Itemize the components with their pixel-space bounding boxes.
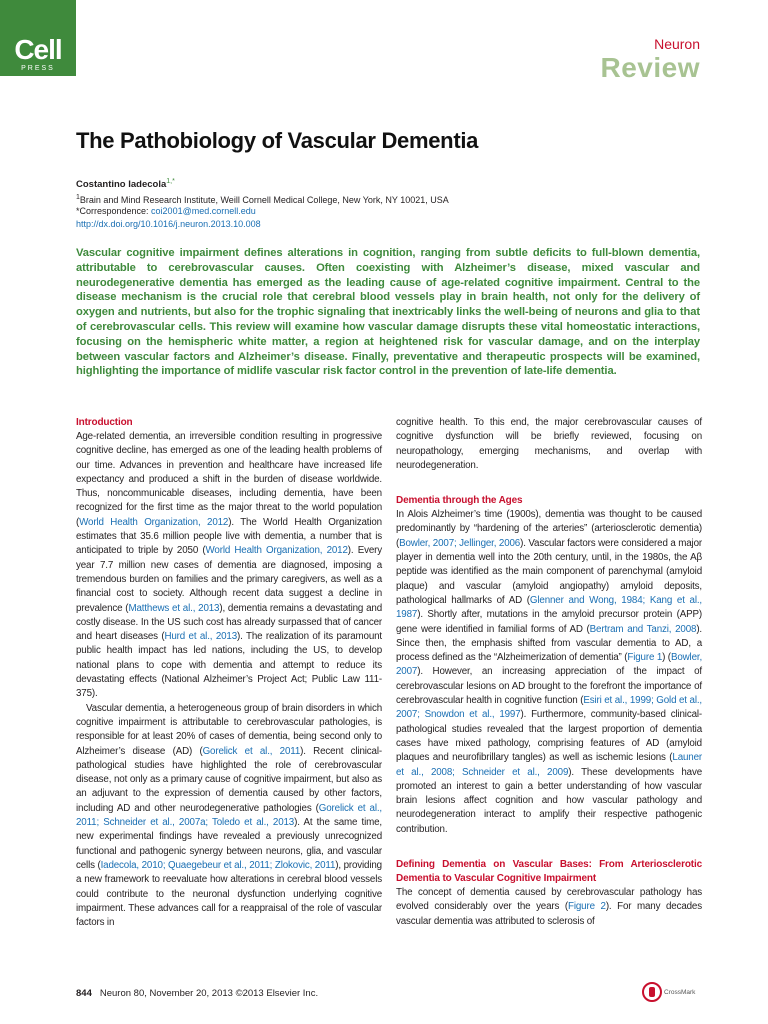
body-paragraph: The concept of dementia caused by cerebrovascular pathology has evolved considerably over the years (Figure 2). For many decades vascular dementia was attributed to sclerosis of [396, 887, 702, 927]
section-heading: Defining Dementia on Vascular Bases: From Arteriosclerotic Dementia to Vascular Cognitive Impairment [396, 859, 702, 885]
email-link[interactable]: coi2001@med.cornell.edu [151, 206, 256, 216]
page-footer [76, 988, 318, 999]
affiliation-text: Brain and Mind Research Institute, Weill Cornell Medical College, New York, NY 10021, USA [79, 195, 449, 205]
author-name: Costantino Iadecola [76, 179, 167, 191]
right-column [396, 416, 702, 929]
citation-link[interactable]: Matthews et al., 2013 [128, 602, 220, 614]
citation-link[interactable]: Bertram and Tanzi, 2008 [589, 623, 697, 635]
citation-link[interactable]: World Health Organization, 2012 [205, 545, 348, 557]
citation-link[interactable]: Esiri et al., 1999; Gold et al., 2007; Snowdon et al., 1997 [396, 695, 702, 721]
body-paragraph: Age-related dementia, an irreversible condition resulting in progressive cognitive decline, has emerged as one of the leading health problems of our time. Advances in prevention and healthcare have increased life expectancy and produced a shift in the burden of disease worldwide. Thus, noncommunicable diseases, including dementia, have been recognized for the first time as the major threat to the world population (World Health Organization, 2012). The World Health Organization estimates that 35.6 million people live with dementia, a number that is anticipated to triple by 2050 (World Health Organization, 2012). Every year 7.7 million new cases of dementia are diagnosed, imposing a tremendous burden on families and the primary caregivers, as well as a financial cost to society. Although recent data suggest a decline in prevalence (Matthews et al., 2013), dementia remains a devastating and costly disease. In the US such cost has already surpassed that of cancer and heart diseases (Hurd et al., 2013). The realization of its paramount public health impact has led nations, including the US, to develop national plans to cope with dementia and attempt to reduce its devastating effects (National Alzheimer’s Project Act; Public Law 111-375). [76, 431, 382, 700]
left-column [76, 416, 382, 930]
abstract: Vascular cognitive impairment defines alterations in cognition, ranging from subtle deficits to full-blown dementia, attributable to cerebrovascular causes. Often coexisting with Alzheimer’s disease, mixed vascular and neurodegenerative dementia has emerged as the leading cause of age-related cognitive impairment. Central to the disease mechanism is the crucial role that cerebral blood vessels play in brain health, not only for the delivery of oxygen and nutrients, but also for the trophic signaling that inextricably links the well-being of neurons and glia to that of cerebrovascular cells. This review will examine how vascular damage disrupts these vital homeostatic interactions, focusing on the hemispheric white matter, a region at heightened risk for vascular damage, and on the interplay between vascular factors and Alzheimer’s disease. Finally, preventative and therapeutic prospects will be examined, highlighting the importance of midlife vascular risk factor control in the prevention of late-life dementia. [76, 247, 700, 378]
section-heading: Dementia through the Ages [396, 495, 523, 507]
crossmark-badge[interactable] [642, 982, 702, 1004]
citation-link[interactable]: Bowler, 2007; Jellinger, 2006 [399, 537, 521, 549]
author-superscript: 1,* [166, 178, 175, 185]
cell-press-logo [0, 0, 76, 76]
doi-line [76, 218, 261, 230]
author-line [76, 178, 175, 190]
citation-link[interactable]: Figure 2 [568, 901, 606, 913]
citation-link[interactable]: Gorelick et al., 2011; Schneider et al., 2007a; Toledo et al., 2013 [76, 802, 382, 829]
doi-link[interactable]: http://dx.doi.org/10.1016/j.neuron.2013.10.008 [76, 219, 261, 229]
citation-link[interactable]: Iadecola, 2010; Quaegebeur et al., 2011; Zlokovic, 2011 [100, 859, 336, 871]
article-title: The Pathobiology of Vascular Dementia [76, 128, 479, 153]
introduction-heading: Introduction [76, 417, 133, 428]
citation-link[interactable]: World Health Organization, 2012 [79, 516, 229, 528]
body-paragraph: In Alois Alzheimer’s time (1900s), dementia was thought to be caused predominantly by “hardening of the arteries” (arteriosclerotic dementia) (Bowler, 2007; Jellinger, 2006). Vascular factors were considered a major player in dementia well into the 20th century, until, in the 1980s, the Aβ peptide was identified as the main component of parenchymal (amyloid plaque) and vascular (amyloid angiopathy) amyloid deposits, pathological hallmarks of AD (Glenner and Wong, 1984; Kang et al., 1987). Shortly after, mutations in the amyloid precursor protein (APP) gene were identified in familial forms of AD (Bertram and Tanzi, 2008). Since then, the emphasis shifted from vascular dementia to AD, a process defined as the “Alzheimerization of dementia” (Figure 1) (Bowler, 2007). However, an increasing appreciation of the impact of cerebrovascular lesions on AD brought to the forefront the importance of cerebrovascular health in cognitive function (Esiri et al., 1999; Gold et al., 2007; Snowdon et al., 1997). Furthermore, community-based clinical-pathological studies revealed that the largest proportion of dementia cases have mixed pathology, comprising features of AD (amyloid plaques and neurofibrillary tangles) as well as ischemic lesions (Launer et al., 2008; Schneider et al., 2009). These developments have promoted an interest to gain a better understanding of how vascular brain lesions affect cognition and how vascular pathology and neurodegeneration interact to amplify their respective pathogenic contribution. [396, 509, 703, 835]
citation-link[interactable]: Launer et al., 2008; Schneider et al., 2009 [396, 752, 702, 778]
citation-link[interactable]: Figure 1 [627, 652, 663, 664]
citation-link[interactable]: Bowler, 2007 [396, 652, 703, 678]
crossmark-label: CrossMark [664, 989, 696, 996]
affiliation [76, 192, 449, 206]
journal-name: Neuron [654, 36, 700, 52]
citation-link[interactable]: Gorelick et al., 2011 [202, 745, 301, 757]
crossmark-icon [642, 982, 662, 1002]
affiliation-number: 1 [76, 194, 80, 201]
body-paragraph: cognitive health. To this end, the major cerebrovascular causes of cognitive dysfunction will be briefly reviewed, focusing on neuropathology, emerging mechanisms, and overlap with neurodegeneration. [396, 417, 702, 471]
section-label: Review [600, 52, 700, 83]
citation-link[interactable]: Hurd et al., 2013 [164, 631, 238, 643]
correspondence [76, 205, 256, 217]
correspondence-label: *Correspondence: [76, 206, 152, 216]
logo-main-text: Cell [14, 34, 62, 65]
logo-sub-text: PRESS [21, 65, 55, 72]
citation-link[interactable]: Glenner and Wong, 1984; Kang et al., 1987 [396, 594, 703, 621]
body-paragraph: Vascular dementia, a heterogeneous group of brain disorders in which cognitive impairment is attributable to cerebrovascular pathologies, is responsible for at least 20% of cases of dementia, being second only to Alzheimer’s disease (AD) (Gorelick et al., 2011). Recent clinical-pathological studies have highlighted the role of cerebrovascular disease, not only as a primary cause of cognitive impairment, but also as an adjuvant to the expression of dementia caused by other factors, including AD and other neurodegenerative pathologies (Gorelick et al., 2011; Schneider et al., 2007a; Toledo et al., 2013). At the same time, new experimental findings have revealed a previously unrecognized functional and pathogenic synergy between neurons, glia, and vascular cells (Iadecola, 2010; Quaegebeur et al., 2011; Zlokovic, 2011), providing a new framework to reevaluate how alterations in cerebral blood vessels could contribute to the neuronal dysfunction underlying cognitive impairment. These advances call for a reappraisal of the role of vascular factors in [76, 702, 382, 929]
footer-citation: Neuron 80, November 20, 2013 ©2013 Elsevier Inc. [99, 988, 319, 999]
page-number: 844 [76, 988, 92, 999]
